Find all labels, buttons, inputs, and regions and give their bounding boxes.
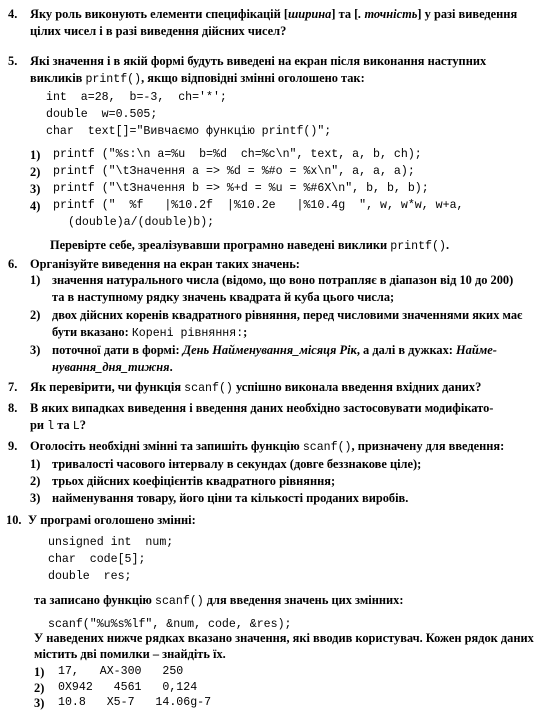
item-number: 2) — [34, 681, 45, 695]
question-text: Як перевірити, чи функція scanf() успішно виконала введення вхідних даних? — [30, 380, 482, 395]
item-number: 4) — [30, 199, 41, 213]
item-number: 3) — [30, 491, 41, 505]
printf-call: printf ("\tЗначення b => %+d = %u = %#6X\n", b, b, b); — [53, 182, 429, 195]
item-number: 3) — [34, 696, 45, 710]
item-text: тривалості часового інтервалу в секундах (довге беззнакове ціле); — [52, 457, 422, 471]
item-text: найменування товару, його ціни та кількості проданих виробів. — [52, 491, 409, 505]
question-text: У наведених нижче рядках вказано значення, які вводив користувач. Кожен рядок даних — [34, 631, 534, 645]
question-text: містить дві помилки – знайдіть їх. — [34, 647, 226, 661]
question-number: 7. — [8, 380, 18, 394]
question-4 — [8, 6, 533, 40]
variable-declaration: double w=0.505; — [46, 108, 158, 121]
printf-call: printf ("\tЗначення a => %d = %#o = %x\n", a, a, a); — [53, 165, 415, 178]
item-text: бути вказано: Корені рівняння:; — [52, 325, 248, 340]
question-number: 4. — [8, 7, 18, 21]
variable-declaration: char code[5]; — [48, 553, 146, 566]
question-text: Які значення і в якій формі будуть виведені на екран після виконання наступних викликів printf(), якщо відповідні змінні оголошено так: — [30, 54, 487, 86]
item-text: поточної дати в формі: День Найменування_місяця Рік, а далі в дужках: Найме- — [52, 343, 497, 357]
item-text: та в наступному рядку значень квадрата й куба цього числа; — [52, 290, 395, 304]
item-number: 2) — [30, 474, 41, 488]
item-text: трьох дійсних коефіцієнтів квадратного рівняння; — [52, 474, 336, 488]
question-text: Організуйте виведення на екран таких значень: — [30, 257, 300, 271]
printf-call: printf (" %f |%10.2f |%10.2e |%10.4g ", w, w*w, w+a, — [53, 199, 464, 212]
item-number: 2) — [30, 308, 41, 322]
question-text: У програмі оголошено змінні: — [28, 513, 196, 527]
question-7 — [8, 379, 533, 398]
item-number: 1) — [30, 457, 41, 471]
item-number: 3) — [30, 343, 41, 357]
question-5 — [8, 53, 533, 89]
item-text: нування_дня_тижня. — [52, 360, 173, 374]
item-text: двох дійсних коренів квадратного рівняння, перед числовими значеннями яких має — [52, 308, 523, 322]
variable-declaration: char text[]="Вивчаємо функцію printf()"; — [46, 125, 332, 138]
question-number: 6. — [8, 257, 18, 271]
printf-call: printf ("%s:\n a=%u b=%d ch=%c\n", text, a, b, ch); — [53, 148, 422, 161]
question-9 — [8, 438, 533, 457]
item-number: 3) — [30, 182, 41, 196]
variable-declaration: unsigned int num; — [48, 536, 174, 549]
question-number: 8. — [8, 401, 18, 415]
input-row: 0X942 4561 0,124 — [58, 681, 198, 694]
input-row: 17, AX-300 250 — [58, 665, 184, 678]
item-number: 1) — [34, 665, 45, 679]
question-text: В яких випадках виведення і введення даних необхідно застосовувати модифікато- ри l та L? — [30, 401, 494, 433]
question-6 — [8, 256, 533, 273]
check-note: Перевірте себе, зреалізувавши програмно наведені виклики printf(). — [50, 238, 450, 253]
question-number: 10. — [6, 513, 22, 527]
question-text: та записано функцію scanf() для введення значень цих змінних: — [34, 593, 404, 608]
input-row: 10.8 X5-7 14.06g-7 — [58, 696, 212, 709]
printf-call-continuation: (double)a/(double)b); — [68, 216, 215, 229]
variable-declaration: int a=28, b=-3, ch='*'; — [46, 91, 227, 104]
question-text: Яку роль виконують елементи специфікацій [ширина] та [. точність] у разі виведення цілих чисел і в разі виведення дійсних чисел? — [30, 7, 518, 38]
question-number: 5. — [8, 54, 18, 68]
scanf-call: scanf("%u%s%lf", &num, code, &res); — [48, 618, 292, 631]
question-8 — [8, 400, 533, 436]
variable-declaration: double res; — [48, 570, 132, 583]
item-number: 1) — [30, 273, 41, 287]
item-text: значення натурального числа (відомо, що воно потрапляє в діапазон від 10 до 200) — [52, 273, 514, 287]
question-10 — [6, 512, 531, 529]
item-number: 1) — [30, 148, 41, 162]
question-number: 9. — [8, 439, 18, 453]
item-number: 2) — [30, 165, 41, 179]
question-text: Оголосіть необхідні змінні та запишіть функцію scanf(), призначену для введення: — [30, 439, 505, 454]
